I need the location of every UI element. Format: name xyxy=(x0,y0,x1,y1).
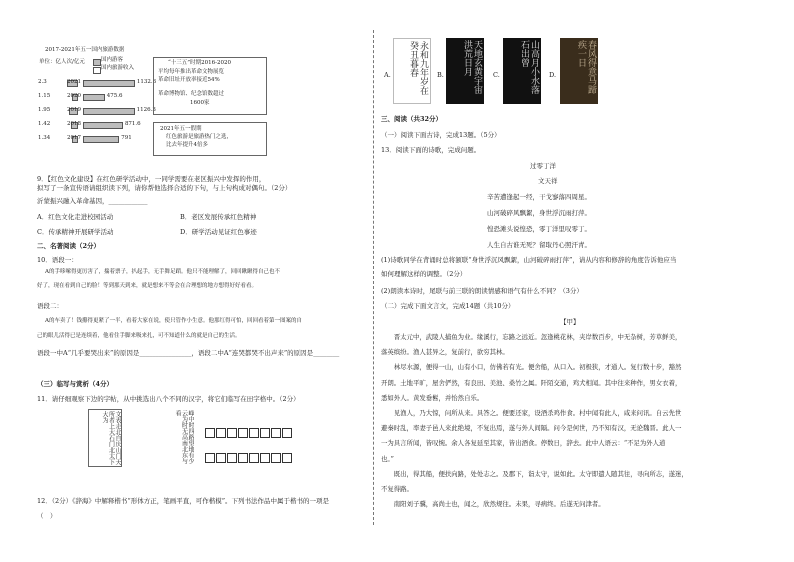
year-label: 2018 xyxy=(67,121,81,127)
poem-line-2: 山河破碎风飘絮，身世浮沉雨打萍。 xyxy=(487,209,591,217)
tianzige-row-1[interactable] xyxy=(205,428,293,438)
q9-line1: 9．【红色文化建设】在红色研学活动中，一同学需要在老区振兴中发挥的作用， xyxy=(37,175,266,183)
q10-title: 10．语段一： xyxy=(37,256,78,264)
poem-line-1: 辛苦遭逢起一经，干戈寥落四周星。 xyxy=(487,193,591,201)
tianzige-cell[interactable] xyxy=(238,453,248,463)
q12-line2[interactable]: （ ） xyxy=(37,512,57,520)
revenue-value-label: 1126.3 xyxy=(136,107,156,113)
q10-passage1-b: 好了，现在看到自己的脸！等到那天到来，就是想来不等会在合理想的地方想得好好看看。 xyxy=(37,283,258,289)
info-line: 革命旧址开放率接近54% xyxy=(158,77,220,83)
q12-line1: 12．（2分）《辞海》中解释楷书“形体方正，笔画平直，可作楷模”。下列书法作品中属于楷书的一项是 xyxy=(37,497,330,505)
visitor-value-label: 1.42 xyxy=(38,121,51,127)
q10-blank-2[interactable]: ________ xyxy=(313,349,340,357)
info-line: 2021年五一假期 xyxy=(160,126,202,132)
revenue-value-label: 1132.3 xyxy=(136,79,157,85)
info-line: 比去年提升4倍多 xyxy=(166,142,208,148)
info-line: “十三五”时期2016-2020 xyxy=(168,60,231,66)
info-line: 平均每年推出革命文物展览 xyxy=(158,69,225,75)
poem-author: 文天祥 xyxy=(538,177,558,185)
info-box-holiday xyxy=(153,122,267,156)
passage-jia-line: 一为具言所闻，皆叹惋。余人各复延至其家，皆出酒食。停数日，辞去。此中人语云：“不足为外人道 xyxy=(381,439,666,448)
tianzige-cell[interactable] xyxy=(260,453,270,463)
year-label: 2020 xyxy=(67,93,81,99)
tianzige-cell[interactable] xyxy=(216,453,226,463)
revenue-bar xyxy=(83,136,119,143)
q13-sub1-b: 如何理解这样的调整。（2分） xyxy=(381,270,467,278)
copybook-right: 峰中时四路望地有少云为时无高南北东与看 xyxy=(174,410,194,464)
poem-line-3: 惶恐滩头说惶恐，零丁洋里叹零丁。 xyxy=(487,225,591,233)
year-label: 2021 xyxy=(67,79,81,85)
q10-passage1-a: A的手哆嗦得更厉害了，揣着票子，扒起手，无手舞足蹈。他只不能理解了，回回瞅瞅得自己也不 xyxy=(45,269,280,275)
revenue-bar xyxy=(83,122,123,129)
q10-blank-1[interactable]: ________________ xyxy=(139,349,192,357)
revenue-value-label: 475.6 xyxy=(106,93,123,99)
tianzige-cell[interactable] xyxy=(271,453,281,463)
tianzige-cell[interactable] xyxy=(260,428,270,438)
tianzige-cell[interactable] xyxy=(238,428,248,438)
passage-jia-line: 既出，得其船，便扶向路，处处志之。及郡下，诣太守，说如此。太守即遣人随其往，寻向所志，遂迷， xyxy=(381,469,688,478)
legend-swatch-revenue xyxy=(93,67,101,74)
calligraphy-a-image[interactable]: 永和九年岁在癸丑暮春 xyxy=(393,38,431,104)
tourism-chart xyxy=(37,44,157,154)
info-line: 红色旅游是旅游热门之选， xyxy=(166,134,233,140)
q9-option-a[interactable]: A．红色文化走进校园活动 xyxy=(37,213,114,221)
revenue-bar xyxy=(83,80,135,87)
reading-subsec2: （二）完成下面文言文，完成14题（共10分） xyxy=(381,302,515,310)
section-2-title: 二、名著阅读（2分） xyxy=(37,242,101,250)
passage-jia-line: 不复得路。 xyxy=(381,485,413,493)
tianzige-cell[interactable] xyxy=(227,453,237,463)
poem-title: 过零丁洋 xyxy=(530,162,556,170)
visitor-value-label: 1.15 xyxy=(38,93,51,99)
q13-sub1-a: (1)诗歌同学在背诵时总将颔联“身世浮沉风飘絮，山河破碎雨打萍”，请从内容和修辞的角度告诉他应当 xyxy=(381,256,677,264)
q10-passage2-b: 己的眼儿活得已是连续着，他看住手脚来吸来扎，可不知道什么的就是自己的生活。 xyxy=(37,333,241,339)
tianzige-cell[interactable] xyxy=(282,428,292,438)
tianzige-row-2[interactable] xyxy=(205,453,293,463)
q9-line2: 拟写了一条宣传语请组织读下列，请你帮他选择合适的下句，与上句构成对偶句。（2分） xyxy=(37,184,292,192)
tianzige-cell[interactable] xyxy=(205,453,215,463)
legend-swatch-visitors xyxy=(93,59,101,66)
tianzige-cell[interactable] xyxy=(249,453,259,463)
passage-jia-line: 南阳刘子骥，高尚士也，闻之，欣然规往。未果，寻病终。后遂无问津者。 xyxy=(381,500,605,509)
passage-jia-line: 避秦时乱，率妻子邑人来此绝境，不复出焉，遂与外人间隔。问今是何世，乃不知有汉，无论魏晋。此人一 xyxy=(381,424,682,433)
q9-option-b[interactable]: B．老区发展传承红色精神 xyxy=(180,213,257,221)
q10-title2: 语段二： xyxy=(37,302,63,310)
passage-jia-line: 见渔人，乃大惊，问所从来。具答之。便要还家，设酒杀鸡作食。村中闻有此人，咸来问讯。自云先世 xyxy=(381,409,682,417)
copybook-left: 文表走北自庆山门天所者上大石门北太下大为 xyxy=(88,409,122,467)
legend-visitors: 国内游客 xyxy=(101,57,124,63)
q9-line3: 沂蒙振兴融入革命基因，____________ xyxy=(37,197,148,205)
q10-passage2-a: A的车卖了！钱攥得更紧了一半，看着大家在说，使只管作小生意。他那红得可怕，回回看着第一图案的自 xyxy=(45,318,302,324)
callig-label-c[interactable]: C. xyxy=(493,71,500,79)
year-label: 2019 xyxy=(67,107,81,113)
info-line: 革命博物馆、纪念馆数超过 xyxy=(158,91,225,97)
passage-jia-line: 开朗。土地平旷，屋舍俨然，有良田、美池、桑竹之属。阡陌交通，鸡犬相闻。其中往来种作，男女衣着， xyxy=(381,378,682,387)
callig-label-d[interactable]: D. xyxy=(549,71,557,79)
section-reading-title: 三、阅读（共32分） xyxy=(381,115,443,123)
column-divider xyxy=(373,30,374,525)
visitor-value-label: 2.3 xyxy=(38,79,47,85)
calligraphy-d-image[interactable]: 春风得意马蹄疾一日 xyxy=(560,38,598,104)
q13-text: 13．阅读下面的诗歌，完成问题。 xyxy=(381,146,481,154)
poem-line-4: 人生自古谁无死？留取丹心照汗青。 xyxy=(487,241,591,249)
revenue-bar xyxy=(83,108,135,115)
q13-sub2: (2)朗读本诗时，尾联与前三联的朗读情感和语气有什么不同？（3分） xyxy=(381,287,583,295)
passage-jia-line: 林尽水源，便得一山，山有小口，仿佛若有光。便舍船，从口入。初极狭，才通人。复行数十步，豁然 xyxy=(381,363,682,372)
info-box-red-relics xyxy=(153,57,267,115)
passage-jia-line: 晋太元中，武陵人捕鱼为业。缘溪行，忘路之远近。忽逢桃花林，夹岸数百步，中无杂树，芳草鲜美， xyxy=(381,333,682,341)
year-label: 2017 xyxy=(67,135,81,141)
visitor-value-label: 1.95 xyxy=(38,107,51,113)
tianzige-cell[interactable] xyxy=(216,428,226,438)
tianzige-cell[interactable] xyxy=(271,428,281,438)
passage-jia-line: 落英缤纷。渔人甚异之，复前行，欲穷其林。 xyxy=(381,348,509,357)
tianzige-cell[interactable] xyxy=(282,453,292,463)
calligraphy-c-image[interactable]: 山高月小水落石出曾 xyxy=(503,38,541,104)
chart-title: 2017-2021年五一国内旅游数据 xyxy=(45,47,125,53)
info-line: 1600家 xyxy=(190,100,210,106)
q11-text: 11．请仔细观察下边的字帖，从中挑选出八个不同的汉字，将它们临写在田字格中。（2分） xyxy=(37,395,300,403)
tianzige-cell[interactable] xyxy=(227,428,237,438)
revenue-value-label: 871.6 xyxy=(124,121,141,127)
revenue-bar xyxy=(83,94,105,101)
legend-revenue: 国内旅游收入 xyxy=(101,65,135,71)
calligraphy-b-image[interactable]: 天地玄黄宇宙洪荒日月 xyxy=(446,38,484,104)
callig-label-b[interactable]: B. xyxy=(437,71,444,79)
passage-jia-title: 【甲】 xyxy=(560,318,580,326)
chart-unit: 单位：亿人次/亿元 xyxy=(39,59,85,65)
tianzige-cell[interactable] xyxy=(205,428,215,438)
tianzige-cell[interactable] xyxy=(249,428,259,438)
callig-label-a[interactable]: A. xyxy=(384,71,391,79)
q9-option-c[interactable]: C．传承精神开展研学活动 xyxy=(37,228,114,236)
section-3-title: （三）临写与赏析（4分） xyxy=(37,380,114,388)
q10-question: 语段一中A“几乎要哭出来”的原因是________________，语段二中A“连哭都哭不出声来”的原因是________ xyxy=(37,349,340,357)
passage-jia-line: 悉如外人。黄发垂髫，并怡然自乐。 xyxy=(381,393,484,402)
revenue-value-label: 791 xyxy=(121,135,132,141)
q9-option-d[interactable]: D．研学活动见证红色事迹 xyxy=(180,228,257,236)
passage-jia-line: 也。” xyxy=(381,454,394,463)
reading-subsec1: （一）阅读下面古诗，完成13题。（5分） xyxy=(381,131,501,139)
q9-blank[interactable]: ____________ xyxy=(108,197,148,205)
visitor-value-label: 1.34 xyxy=(38,135,51,141)
